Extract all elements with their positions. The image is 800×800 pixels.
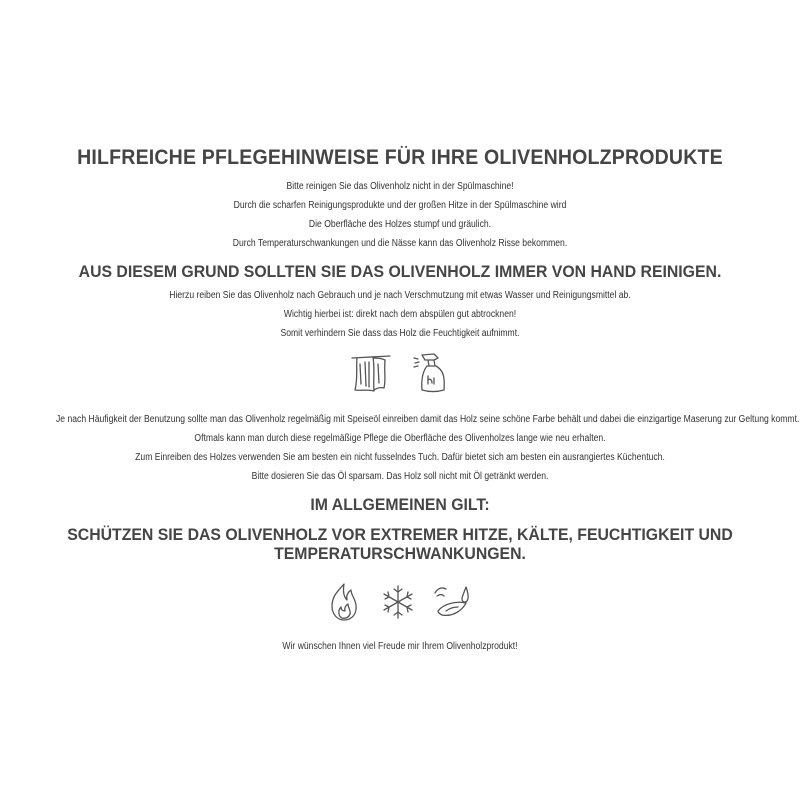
intro-line-2: Durch die scharfen Reinigungsprodukte und der großen Hitze in der Spülmaschine wird — [233, 200, 567, 211]
heading-protect-line-1: SCHÜTZEN SIE DAS OLIVENHOLZ VOR EXTREMER HITZE, KÄLTE, FEUCHTIGKEIT UND — [67, 525, 733, 544]
hand-text-line-1: Hierzu reiben Sie das Olivenholz nach Gebrauch und je nach Verschmutzung mit etwas Wasser und Reinigungsmittel ab. — [169, 290, 631, 301]
protection-icons — [0, 580, 800, 624]
oil-text-line-3: Zum Einreiben des Holzes verwenden Sie am besten ein nicht fusselndes Tuch. Dafür bietet sich am besten ein ausrangiertes Küchentuch. — [135, 452, 665, 463]
oil-text-line-4: Bitte dosieren Sie das Öl sparsam. Das Holz soll nicht mit Öl getränkt werden. — [251, 471, 549, 482]
oil-text-line-1: Je nach Häufigkeit der Benutzung sollte man das Olivenholz regelmäßig mit Speiseöl einreiben damit das Holz seine schöne Farbe behält und dabei die einzigartige Maserung zur Geltung kommt. — [56, 414, 800, 425]
cleaning-icons — [0, 350, 800, 396]
snowflake-icon — [378, 581, 418, 623]
heading-hand-wash: AUS DIESEM GRUND SOLLTEN SIE DAS OLIVENHOLZ IMMER VON HAND REINIGEN. — [78, 262, 722, 281]
water-drops-icon — [432, 581, 476, 623]
closing-text: Wir wünschen Ihnen viel Freude mir Ihrem Olivenholzprodukt! — [282, 641, 518, 652]
flame-icon — [324, 581, 364, 623]
towel-icon — [348, 350, 394, 396]
spray-bottle-icon — [412, 350, 452, 396]
intro-line-3: Die Oberfläche des Holzes stumpf und gräulich. — [308, 219, 492, 230]
intro-line-4: Durch Temperaturschwankungen und die Nässe kann das Olivenholz Risse bekommen. — [232, 238, 568, 249]
oil-text-line-2: Oftmals kann man durch diese regelmäßige Pflege die Oberfläche des Olivenholzes lange wie neu erhalten. — [194, 433, 606, 444]
heading-general: IM ALLGEMEINEN GILT: — [310, 495, 490, 514]
hand-text-line-3: Somit verhindern Sie dass das Holz die Feuchtigkeit aufnimmt. — [280, 328, 520, 339]
heading-protect-line-2: TEMPERATURSCHWANKUNGEN. — [274, 544, 526, 563]
hand-text-line-2: Wichtig hierbei ist: direkt nach dem abspülen gut abtrocknen! — [283, 309, 517, 320]
page-title: HILFREICHE PFLEGEHINWEISE FÜR IHRE OLIVENHOLZPRODUKTE — [77, 146, 723, 169]
intro-line-1: Bitte reinigen Sie das Olivenholz nicht in der Spülmaschine! — [286, 181, 514, 192]
